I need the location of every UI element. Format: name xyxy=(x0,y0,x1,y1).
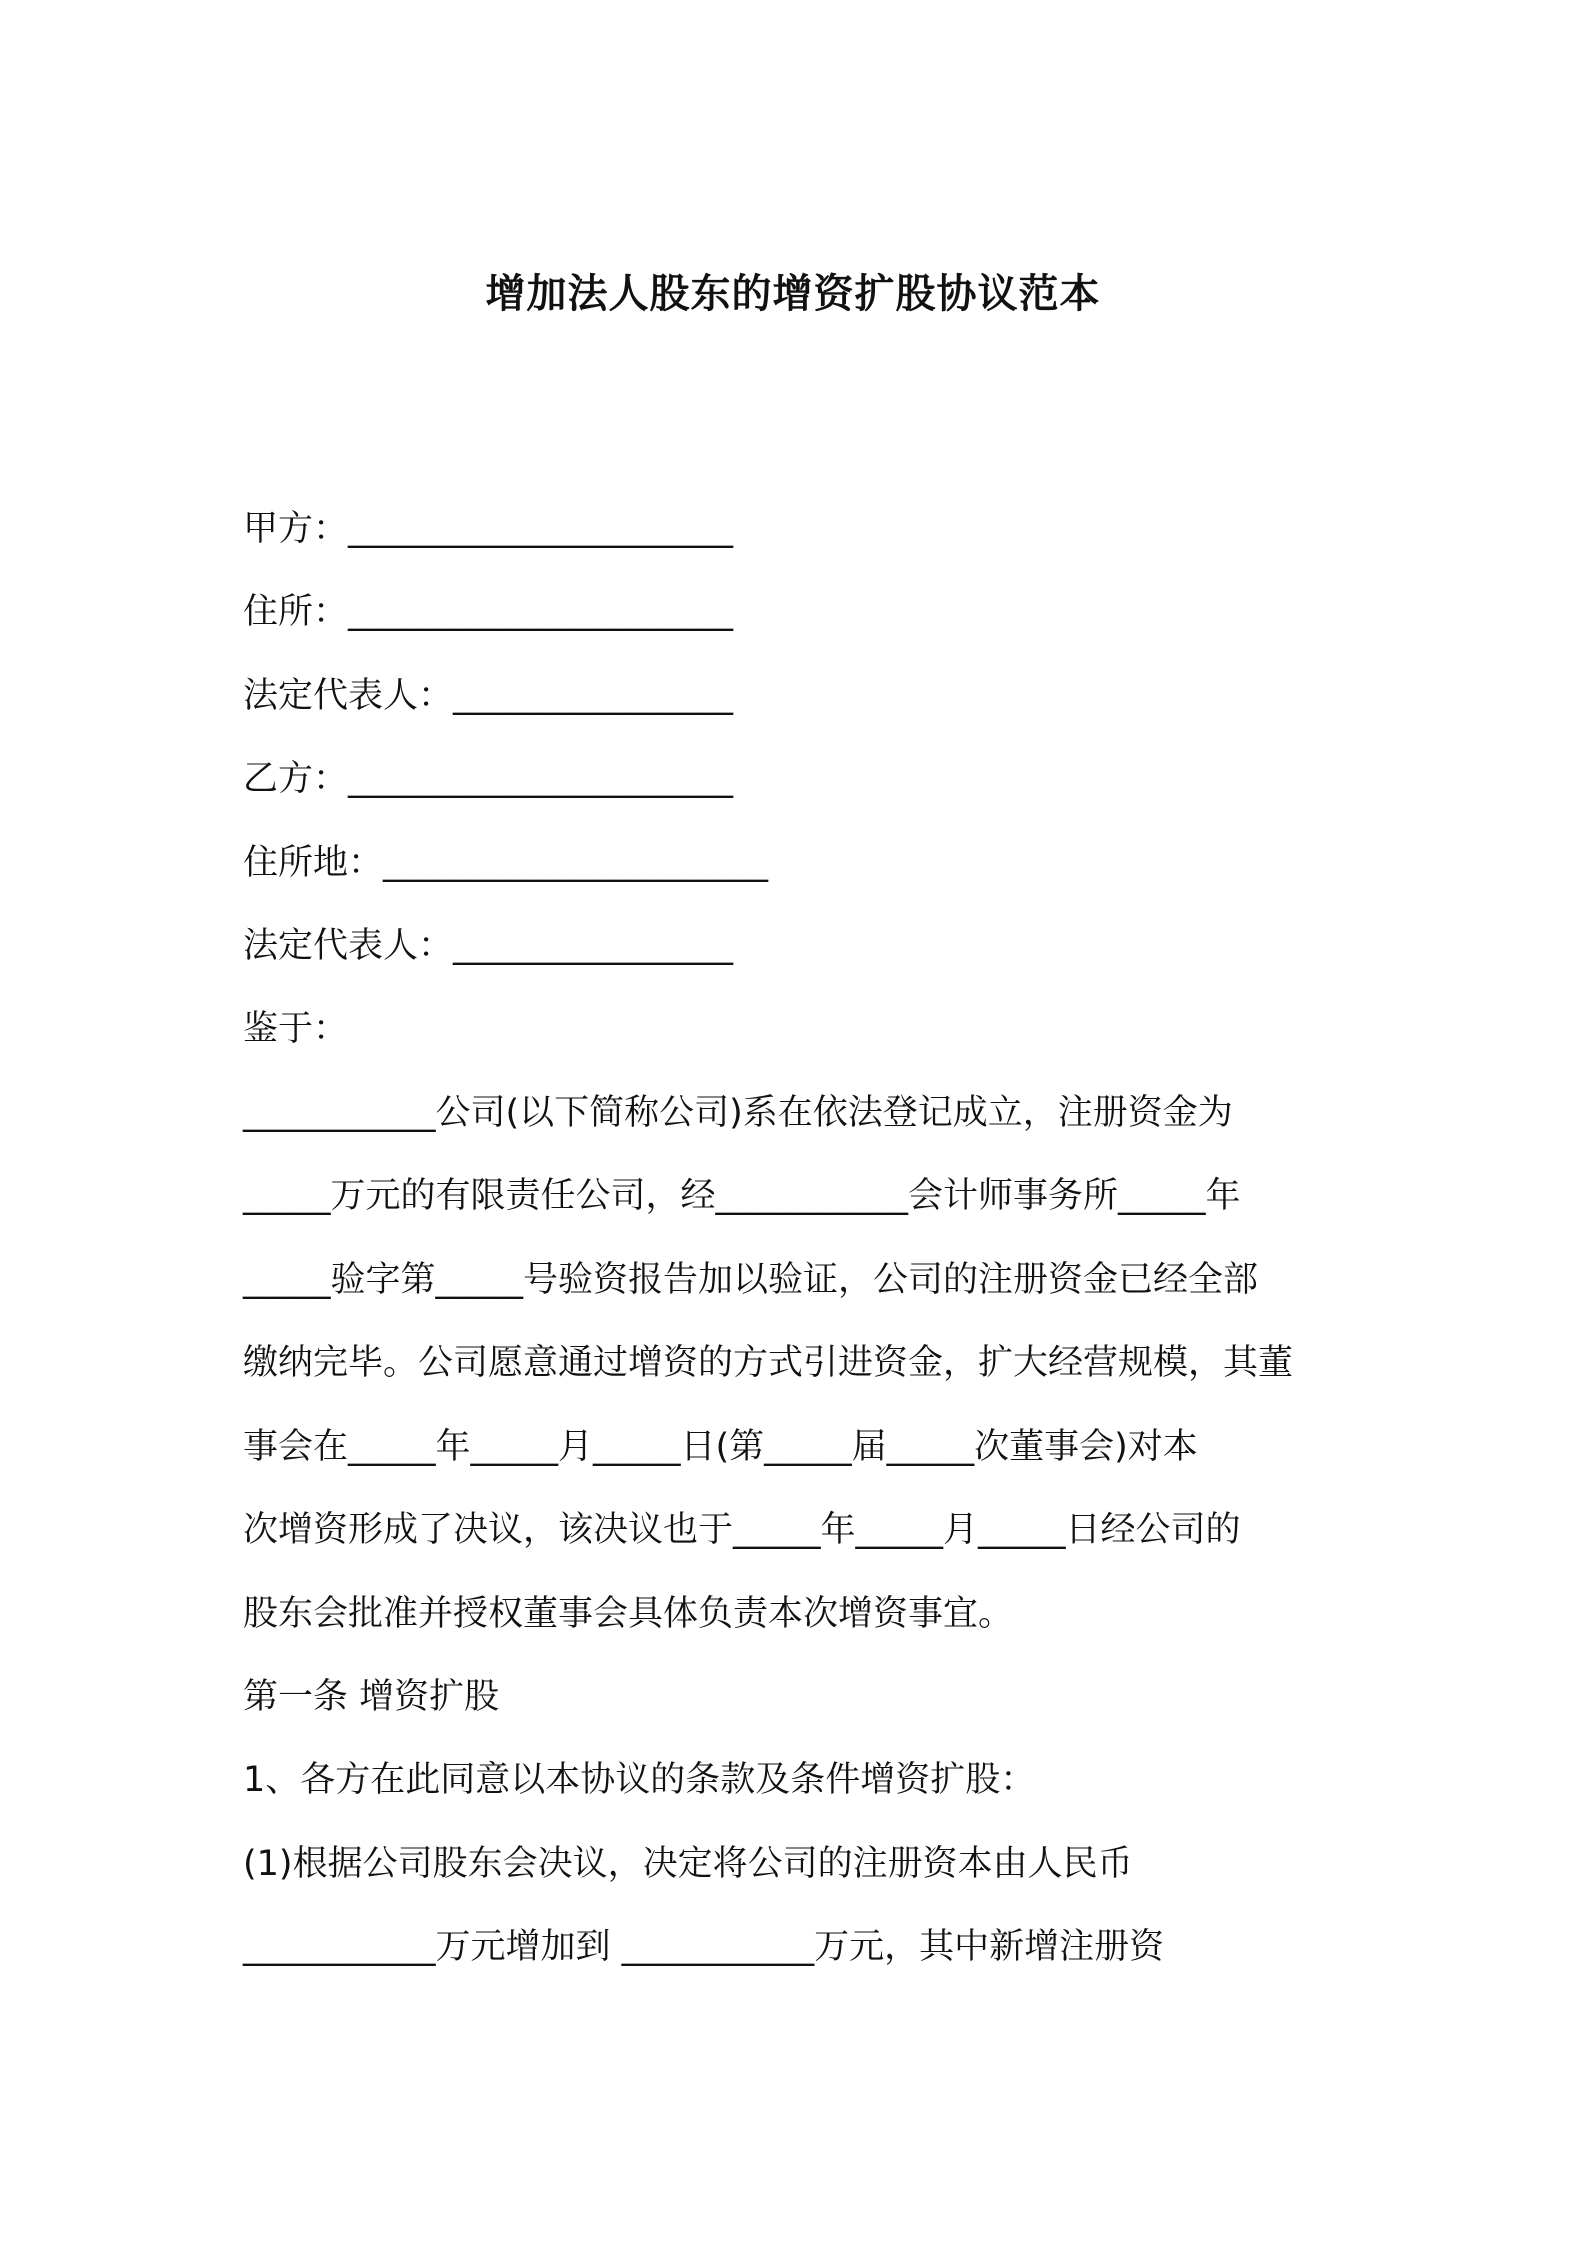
party-a-legal-rep-line: 法定代表人：________________ xyxy=(243,676,734,716)
party-b-legal-rep-line: 法定代表人：________________ xyxy=(243,926,734,966)
clause-1-1-line-2: ___________万元增加到 ___________万元，其中新增注册资 xyxy=(243,1927,1165,1967)
recital-line-5: 事会在_____年_____月_____日(第_____届_____次董事会)对本 xyxy=(243,1427,1198,1467)
recital-line-6: 次增资形成了决议，该决议也于_____年_____月_____日经公司的 xyxy=(243,1510,1241,1550)
party-a-address-line: 住所：______________________ xyxy=(243,592,734,632)
recital-line-3: _____验字第_____号验资报告加以验证，公司的注册资金已经全部 xyxy=(243,1260,1259,1300)
recital-line-7: 股东会批准并授权董事会具体负责本次增资事宜。 xyxy=(243,1594,1014,1634)
article-1-heading: 第一条 增资扩股 xyxy=(243,1677,500,1717)
recital-line-1: ___________公司(以下简称公司)系在依法登记成立，注册资金为 xyxy=(243,1093,1233,1133)
recital-line-2: _____万元的有限责任公司，经___________会计师事务所_____年 xyxy=(243,1176,1241,1216)
whereas-heading: 鉴于： xyxy=(243,1009,349,1049)
document-title: 增加法人股东的增资扩股协议范本 xyxy=(485,271,1101,317)
clause-1-line: 1、各方在此同意以本协议的条款及条件增资扩股： xyxy=(243,1760,1036,1800)
recital-line-4: 缴纳完毕。公司愿意通过增资的方式引进资金，扩大经营规模，其董 xyxy=(243,1343,1294,1383)
party-b-address-line: 住所地：______________________ xyxy=(243,843,769,883)
clause-1-1-line-1: (1)根据公司股东会决议，决定将公司的注册资本由人民币 xyxy=(243,1844,1133,1884)
party-a-line: 甲方：______________________ xyxy=(243,509,734,549)
party-b-line: 乙方：______________________ xyxy=(243,759,734,799)
